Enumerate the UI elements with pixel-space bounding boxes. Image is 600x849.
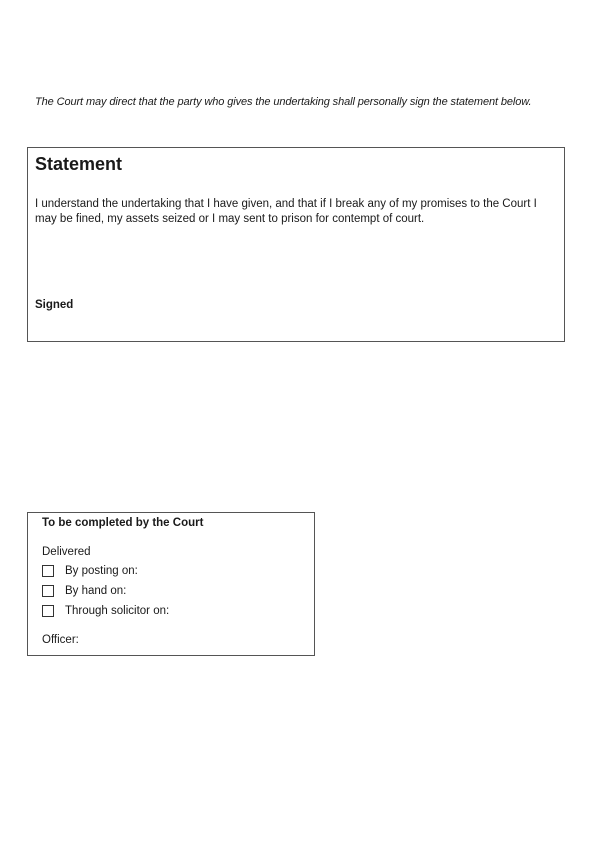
posting-checkbox[interactable] <box>42 565 54 577</box>
solicitor-label: Through solicitor on: <box>65 605 170 617</box>
hand-checkbox[interactable] <box>42 585 54 597</box>
delivery-option-posting[interactable] <box>42 564 138 578</box>
delivery-option-solicitor[interactable] <box>42 604 169 618</box>
posting-label: By posting on: <box>65 565 138 577</box>
statement-title: Statement <box>35 154 123 174</box>
statement-section <box>27 147 565 342</box>
court-section-title: To be completed by the Court <box>42 517 204 529</box>
court-completion-section <box>27 512 315 656</box>
delivered-label: Delivered <box>42 546 91 558</box>
delivery-option-hand[interactable] <box>42 584 126 598</box>
signed-label: Signed <box>35 299 74 311</box>
hand-label: By hand on: <box>65 585 127 597</box>
statement-body: I understand the undertaking that I have given, and that if I break any of my promises to the Court I may be fined, my assets seized or I may sent to prison for contempt of court. <box>35 198 537 225</box>
intro-note: The Court may direct that the party who gives the undertaking shall personally sign the statement below. <box>35 96 532 108</box>
officer-label: Officer: <box>42 634 79 646</box>
solicitor-checkbox[interactable] <box>42 605 54 617</box>
